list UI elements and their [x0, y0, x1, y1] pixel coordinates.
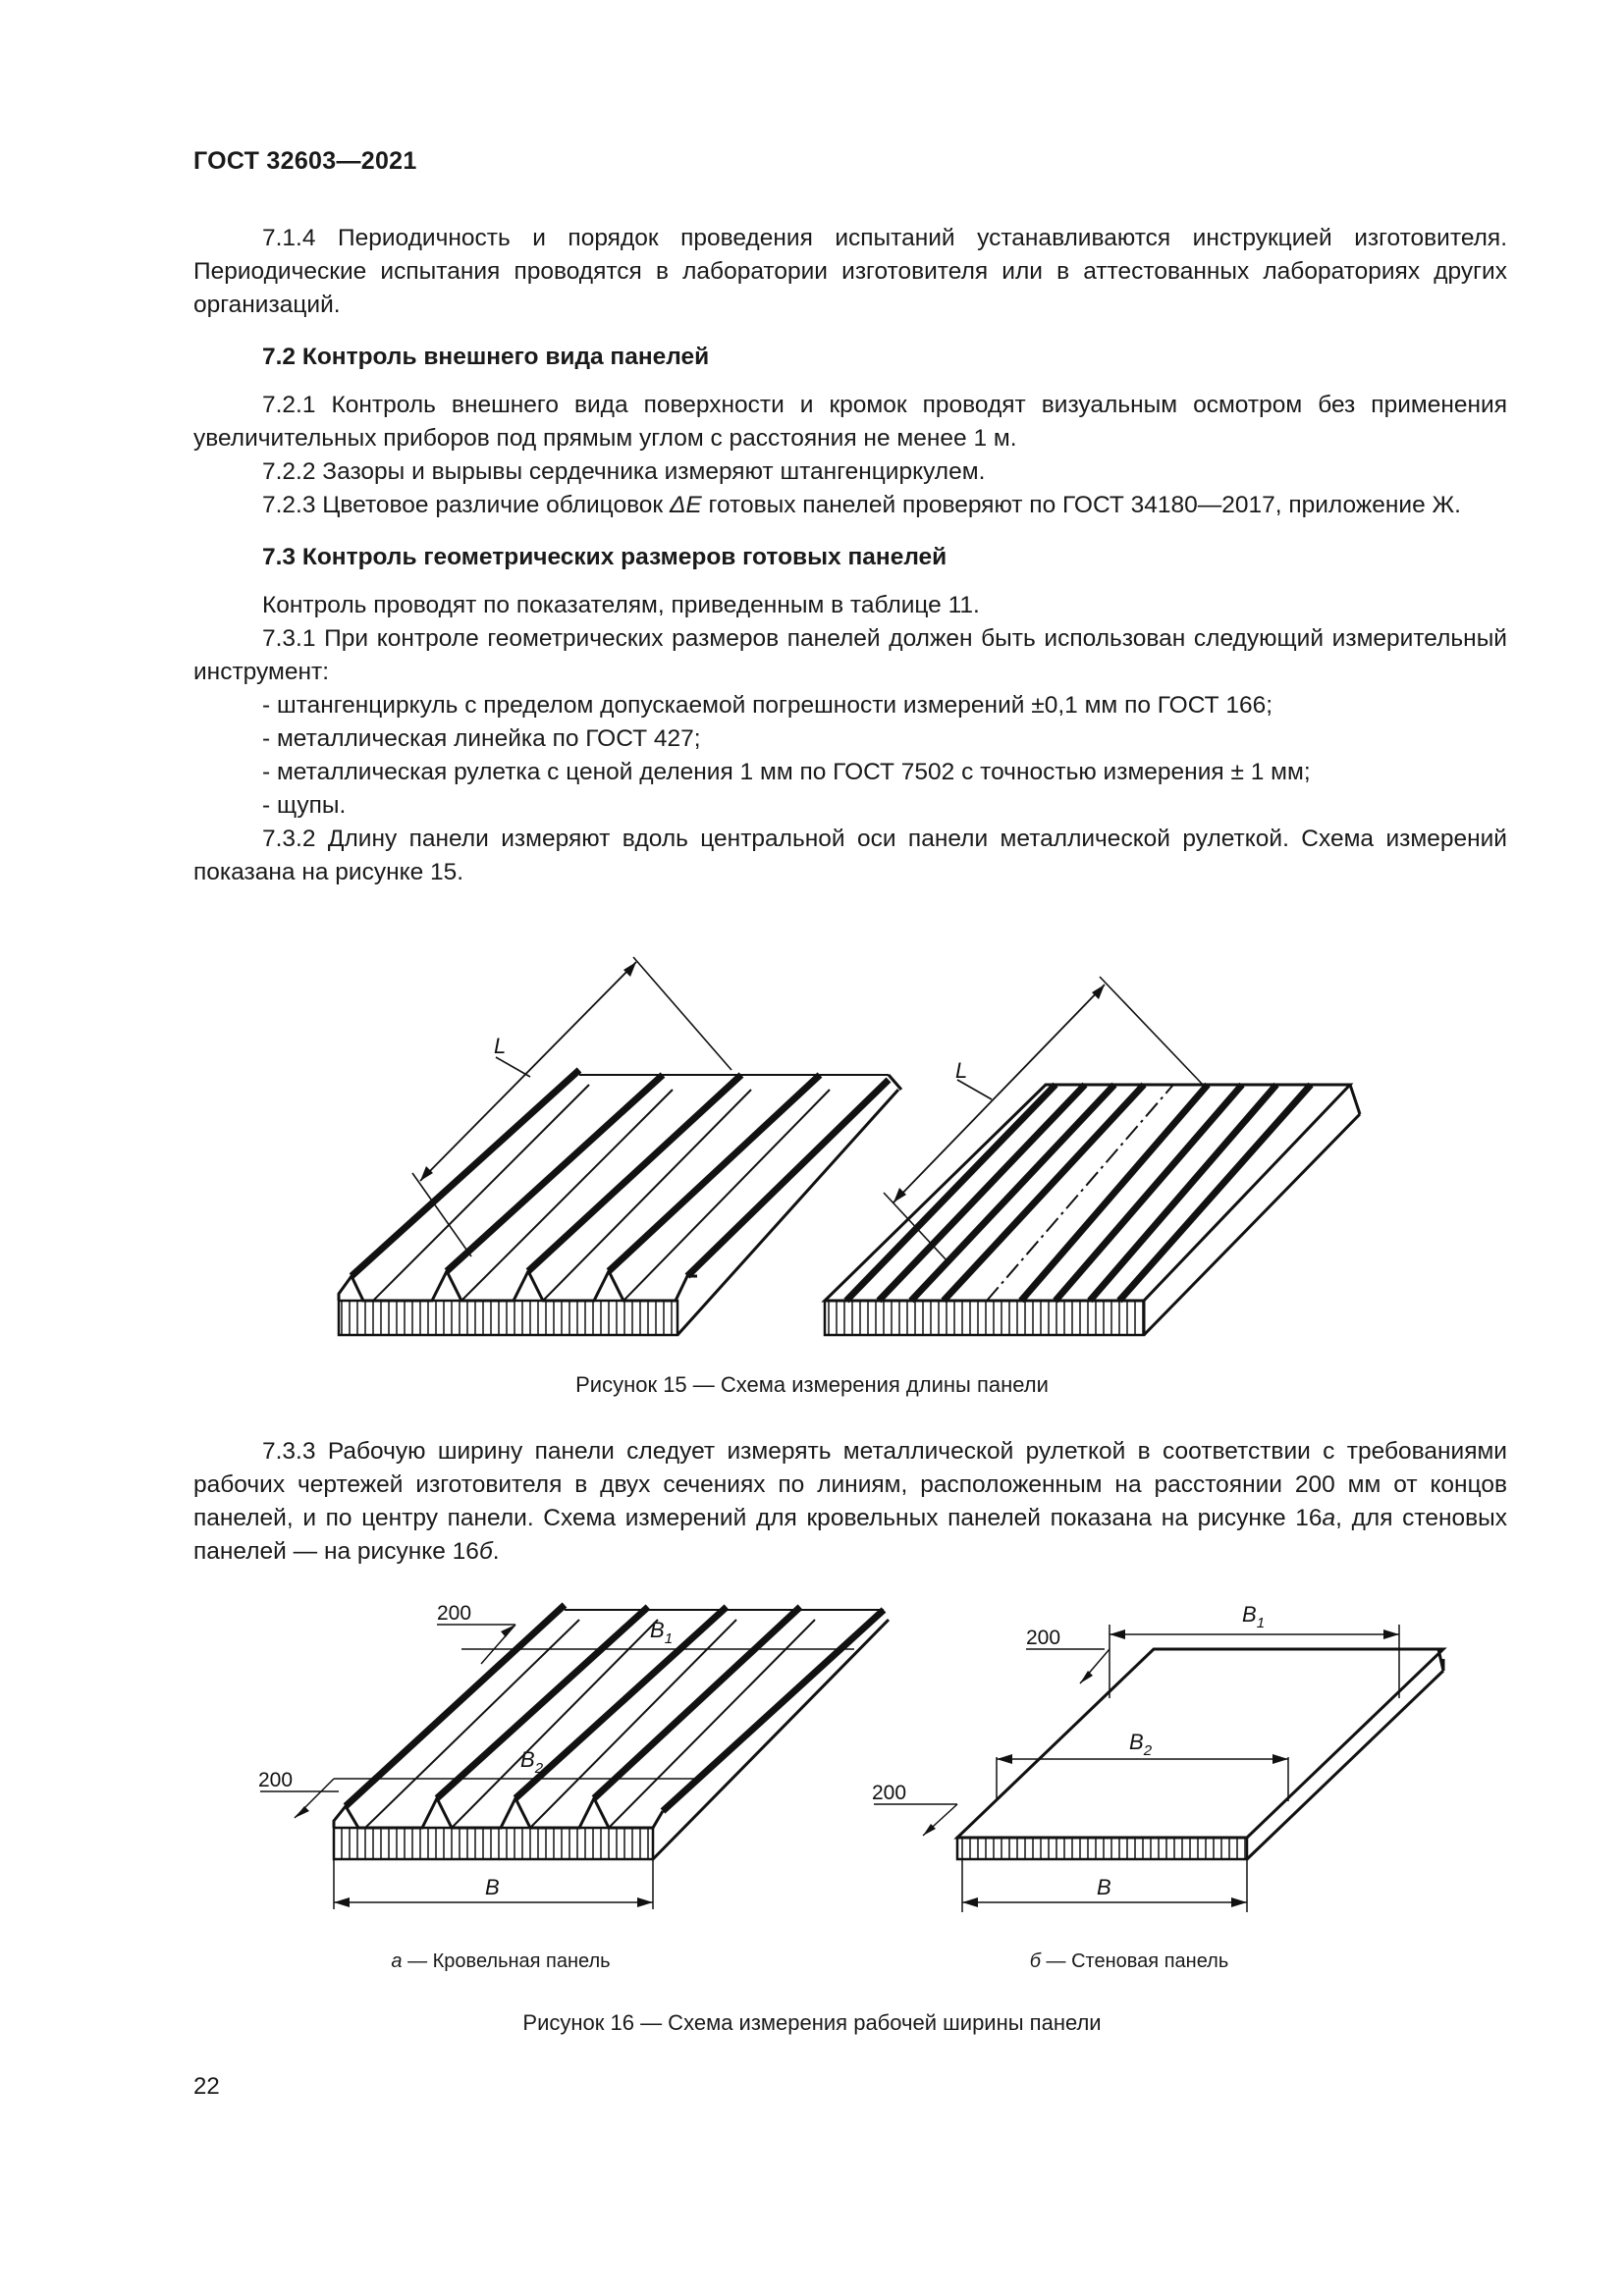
- subcaption-b: б — Стеновая панель: [1029, 1950, 1229, 1972]
- list-item-ruler: - металлическая линейка по ГОСТ 427;: [262, 725, 701, 752]
- dim-b-b: B: [1097, 1875, 1111, 1899]
- paragraph-7-2-2: 7.2.2 Зазоры и вырывы сердечника измеряют штангенциркулем.: [262, 458, 986, 485]
- length-label-right: L: [955, 1058, 968, 1083]
- paragraph-7-2-1: 7.2.1 Контроль внешнего вида поверхности и кромок проводят визуальным осмотром без применения увеличительных приборов под прямым углом с расстояния не менее 1 м.: [193, 392, 1507, 452]
- dim-200-bottom-a: 200: [258, 1769, 294, 1791]
- dim-b2-b: $B_2$: [1129, 1730, 1153, 1759]
- roof-panel-16a: [260, 1605, 889, 1909]
- figure-15-caption: Рисунок 15 — Схема измерения длины панели: [575, 1372, 1049, 1397]
- figure-16-caption: Рисунок 16 — Схема измерения рабочей ширины панели: [522, 2010, 1102, 2035]
- heading-7-3: 7.3 Контроль геометрических размеров готовых панелей: [262, 544, 947, 570]
- figure-16-drawing: [245, 1590, 1473, 1934]
- dim-b2-a: $B_2$: [520, 1747, 544, 1777]
- dim-200-top-a: 200: [437, 1602, 472, 1625]
- list-item-caliper: - штангенциркуль с пределом допускаемой погрешности измерений ±0,1 мм по ГОСТ 166;: [262, 692, 1273, 719]
- dim-200-top-b: 200: [1026, 1627, 1061, 1649]
- document-header: ГОСТ 32603—2021: [193, 147, 417, 175]
- figure-15-drawing: [324, 947, 1394, 1340]
- text-block-1: [193, 222, 1507, 889]
- wall-panel-16b: [874, 1625, 1443, 1912]
- paragraph-7-2-3: 7.2.3 Цветовое различие облицовок ΔE готовых панелей проверяют по ГОСТ 34180—2017, приложение Ж.: [262, 492, 1461, 518]
- dim-b1-a: $B_1$: [650, 1618, 674, 1647]
- heading-7-2: 7.2 Контроль внешнего вида панелей: [262, 344, 710, 370]
- dim-b-a: B: [485, 1875, 500, 1899]
- text-block-2: [193, 1435, 1507, 1569]
- dim-b1-b: $B_1$: [1242, 1602, 1266, 1631]
- dim-200-bottom-b: 200: [872, 1782, 907, 1804]
- paragraph-7-3: Контроль проводят по показателям, приведенным в таблице 11.: [262, 592, 980, 618]
- paragraph-7-3-2: 7.3.2 Длину панели измеряют вдоль центральной оси панели металлической рулеткой. Схема измерений показана на рисунке 15.: [193, 826, 1507, 885]
- wall-panel-right: [825, 977, 1360, 1335]
- paragraph-7-1-4: 7.1.4 Периодичность и порядок проведения испытаний устанавливаются инструкцией изготовителя. Периодические испытания проводятся в лаборатории изготовителя или в аттестованных лабораториях других организаций.: [193, 225, 1507, 318]
- paragraph-7-3-1: 7.3.1 При контроле геометрических размеров панелей должен быть использован следующий измерительный инструмент:: [193, 625, 1507, 685]
- roof-panel-left: [339, 957, 901, 1335]
- list-item-feeler: - щупы.: [262, 792, 347, 819]
- subcaption-a: а — Кровельная панель: [391, 1950, 611, 1972]
- delta-e-symbol: ΔE: [669, 492, 702, 518]
- paragraph-7-3-3: 7.3.3 Рабочую ширину панели следует измерять металлической рулеткой в соответствии с требованиями рабочих чертежей изготовителя в двух сечениях по линиям, расположенным на расстоянии 200 мм от концов панелей, и по центру панели. Схема измерений для кровельных панелей показана на рисунке 16а, для стеновых панелей — на рисунке 16б.: [193, 1438, 1507, 1565]
- page-number: 22: [193, 2073, 220, 2100]
- list-item-tape: - металлическая рулетка с ценой деления 1 мм по ГОСТ 7502 с точностью измерения ± 1 мм;: [262, 759, 1311, 785]
- length-label-left: L: [494, 1034, 507, 1058]
